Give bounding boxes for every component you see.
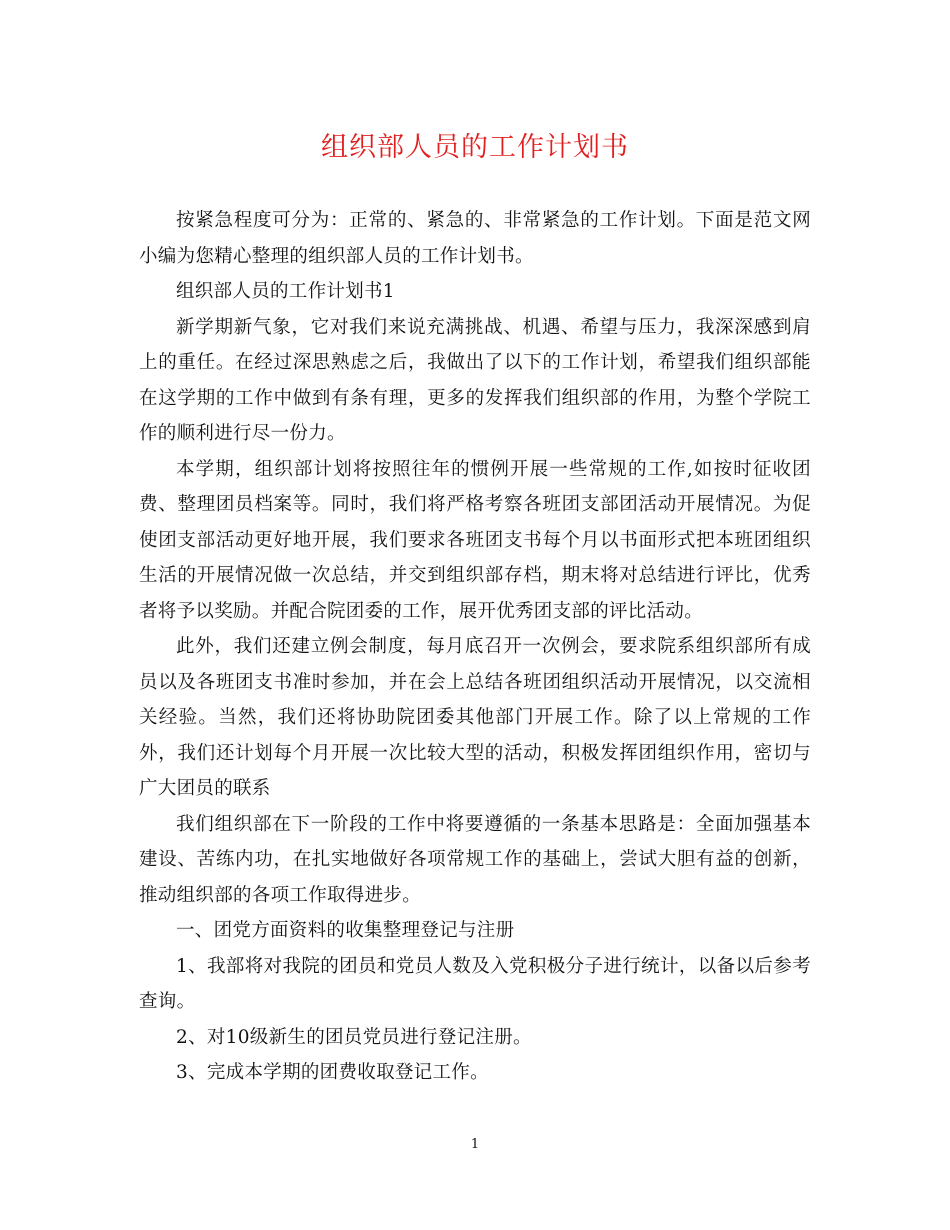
body-paragraph: 我们组织部在下一阶段的工作中将要遵循的一条基本思路是：全面加强基本建设、苦练内功，在扎实地做好各项常规工作的基础上，尝试大胆有益的创新，推动组织部的各项工作取得进步。 (139, 813, 811, 906)
intro-paragraph: 按紧急程度可分为：正常的、紧急的、非常紧急的工作计划。下面是范文网小编为您精心整理的组织部人员的工作计划书。 (139, 210, 811, 267)
body-paragraph: 本学期，组织部计划将按照往年的惯例开展一些常规的工作,如按时征收团费、整理团员档案等。同时，我们将严格考察各班团支部团活动开展情况。为促使团支部活动更好地开展，我们要求各班团支书每个月以书面形式把本班团组织生活的开展情况做一次总结，并交到组织部存档，期末将对总结进行评比，优秀者将予以奖励。并配合院团委的工作，展开优秀团支部的评比活动。 (139, 458, 811, 622)
body-paragraph: 此外，我们还建立例会制度，每月底召开一次例会，要求院系组织部所有成员以及各班团支书准时参加，并在会上总结各班团组织活动开展情况，以交流相关经验。当然，我们还将协助院团委其他部门开展工作。除了以上常规的工作外，我们还计划每个月开展一次比较大型的活动，积极发挥团组织作用，密切与广大团员的联系 (139, 636, 811, 799)
list-item: 3、完成本学期的团费收取登记工作。 (176, 1062, 489, 1083)
list-item: 2、对10级新生的团员党员进行登记注册。 (176, 1026, 532, 1048)
document-body (139, 203, 811, 1091)
document-title: 组织部人员的工作计划书 (321, 132, 629, 163)
section-heading: 组织部人员的工作计划书1 (176, 281, 395, 302)
list-item: 1、我部将对我院的团员和党员人数及入党积极分子进行统计，以备以后参考查询。 (139, 955, 811, 1012)
subsection-heading: 一、团党方面资料的收集整理登记与注册 (176, 920, 515, 941)
page-number: 1 (470, 1137, 480, 1152)
body-paragraph: 新学期新气象，它对我们来说充满挑战、机遇、希望与压力，我深深感到肩上的重任。在经过深思熟虑之后，我做出了以下的工作计划，希望我们组织部能在这学期的工作中做到有条有理，更多的发挥我们组织部的作用，为整个学院工作的顺利进行尽一份力。 (139, 316, 811, 444)
